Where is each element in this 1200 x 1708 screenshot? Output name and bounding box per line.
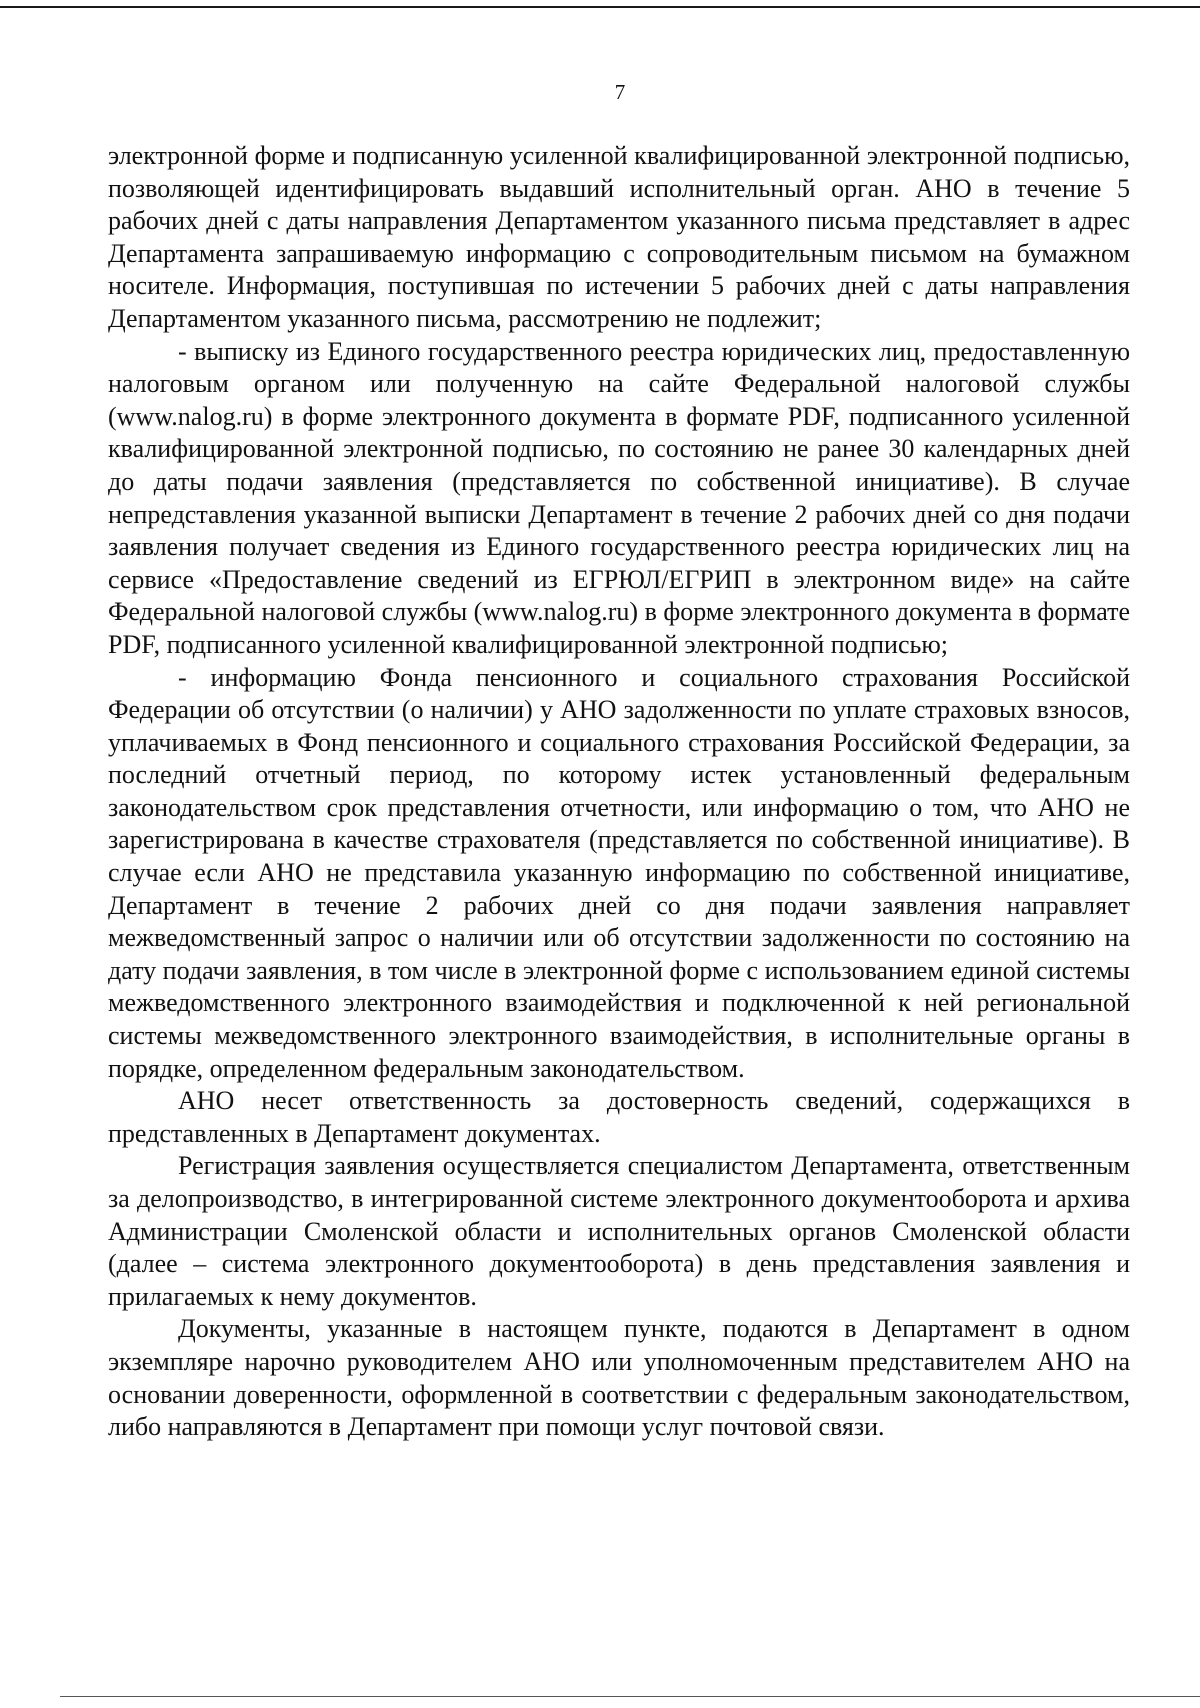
paragraph-submission: Документы, указанные в настоящем пункте, подаются в Департамент в одном экземпляре нарочно руководителем АНО или уполномоченным представителем АНО на основании доверенности, оформленной в соответствии с федеральным законодательством, либо направляются в Департамент при помощи услуг почтовой связи. — [108, 1314, 1130, 1442]
paragraph-pension-fund-info: - информацию Фонда пенсионного и социального страхования Российской Федерации об отсутствии (о наличии) у АНО задолженности по уплате страховых взносов, уплачиваемых в Фонд пенсионного и социального страхования Российской Федерации, за последний отчетный период, по которому истек установленный федеральным законодательством срок представления отчетности, или информацию о том, что АНО не зарегистрирована в качестве страхователя (представляется по собственной инициативе). В случае если АНО не представила указанную информацию по собственной инициативе, Департамент в течение 2 рабочих дней со дня подачи заявления направляет межведомственный запрос о наличии или об отсутствии задолженности по состоянию на дату подачи заявления, в том числе в электронной форме с использованием единой системы межведомственного электронного взаимодействия и подключенной к ней региональной системы межведомственного электронного взаимодействия, в исполнительные органы в порядке, определенном федеральным законодательством. — [108, 662, 1130, 1083]
page-number: 7 — [614, 80, 626, 104]
document-body — [108, 140, 1130, 1444]
paragraph-continuation: электронной форме и подписанную усиленной квалифицированной электронной подписью, позволяющей идентифицировать выдавший исполнительный орган. АНО в течение 5 рабочих дней с даты направления Департаментом указанного письма представляет в адрес Департамента запрашиваемую информацию с сопроводительным письмом на бумажном носителе. Информация, поступившая по истечении 5 рабочих дней с даты направления Департаментом указанного письма, рассмотрению не подлежит; — [108, 141, 1130, 333]
bottom-scan-border — [60, 1696, 1200, 1697]
paragraph-registration: Регистрация заявления осуществляется специалистом Департамента, ответственным за делопроизводство, в интегрированной системе электронного документооборота и архива Администрации Смоленской области и исполнительных органов Смоленской области (далее – система электронного документооборота) в день представления заявления и прилагаемых к нему документов. — [108, 1151, 1130, 1311]
top-scan-border — [0, 6, 1200, 8]
paragraph-egrul-extract: - выписку из Единого государственного реестра юридических лиц, предоставленную налоговым органом или полученную на сайте Федеральной налоговой службы (www.nalog.ru) в форме электронного документа в формате PDF, подписанного усиленной квалифицированной электронной подписью, по состоянию не ранее 30 календарных дней до даты подачи заявления (представляется по собственной инициативе). В случае непредставления указанной выписки Департамент в течение 2 рабочих дней со дня подачи заявления получает сведения из Единого государственного реестра юридических лиц на сервисе «Предоставление сведений из ЕГРЮЛ/ЕГРИП в электронном виде» на сайте Федеральной налоговой службы (www.nalog.ru) в форме электронного документа в формате PDF, подписанного усиленной квалифицированной электронной подписью; — [108, 336, 1130, 659]
paragraph-responsibility: АНО несет ответственность за достоверность сведений, содержащихся в представленных в Департамент документах. — [108, 1086, 1130, 1148]
